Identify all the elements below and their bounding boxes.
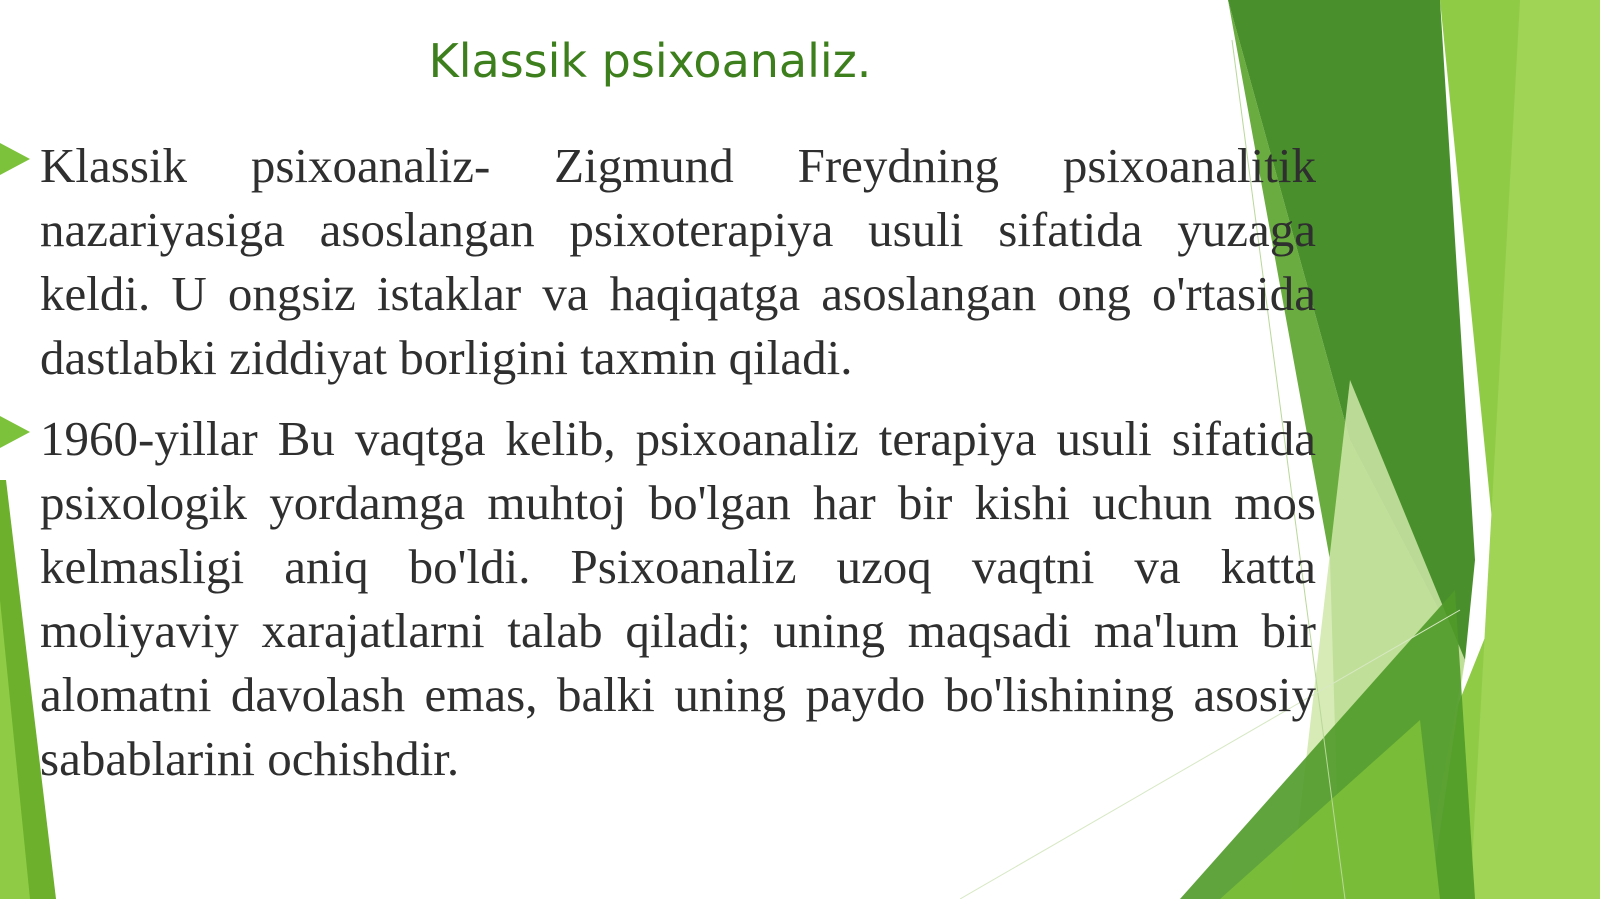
bullet-text-2: 1960-yillar Bu vaqtga kelib, psixoanaliz terapiya usuli sifatida psixologik yordamga muhtoj bo'lgan har bir kishi uchun mos kelmasligi aniq bo'ldi. Psixoanaliz uzoq vaqtni va katta moliyaviy xarajatlarni talab qiladi; uning maqsadi ma'lum bir alomatni davolash emas, balki uning paydo bo'lishining asosiy sabablarini ochishdir. bbox=[40, 411, 1316, 786]
bullet-arrow-icon-1 bbox=[0, 143, 30, 175]
bullet-arrow-icon-2 bbox=[0, 416, 30, 448]
bullet-text-1: Klassik psixoanaliz- Zigmund Freydning psixoanalitik nazariyasiga asoslangan psixoterapiya usuli sifatida yuzaga keldi. U ongsiz istaklar va haqiqatga asoslangan ong o'rtasida dastlabki ziddiyat borligini taxmin qiladi. bbox=[40, 138, 1316, 385]
slide-title: Klassik psixoanaliz. bbox=[428, 34, 872, 88]
